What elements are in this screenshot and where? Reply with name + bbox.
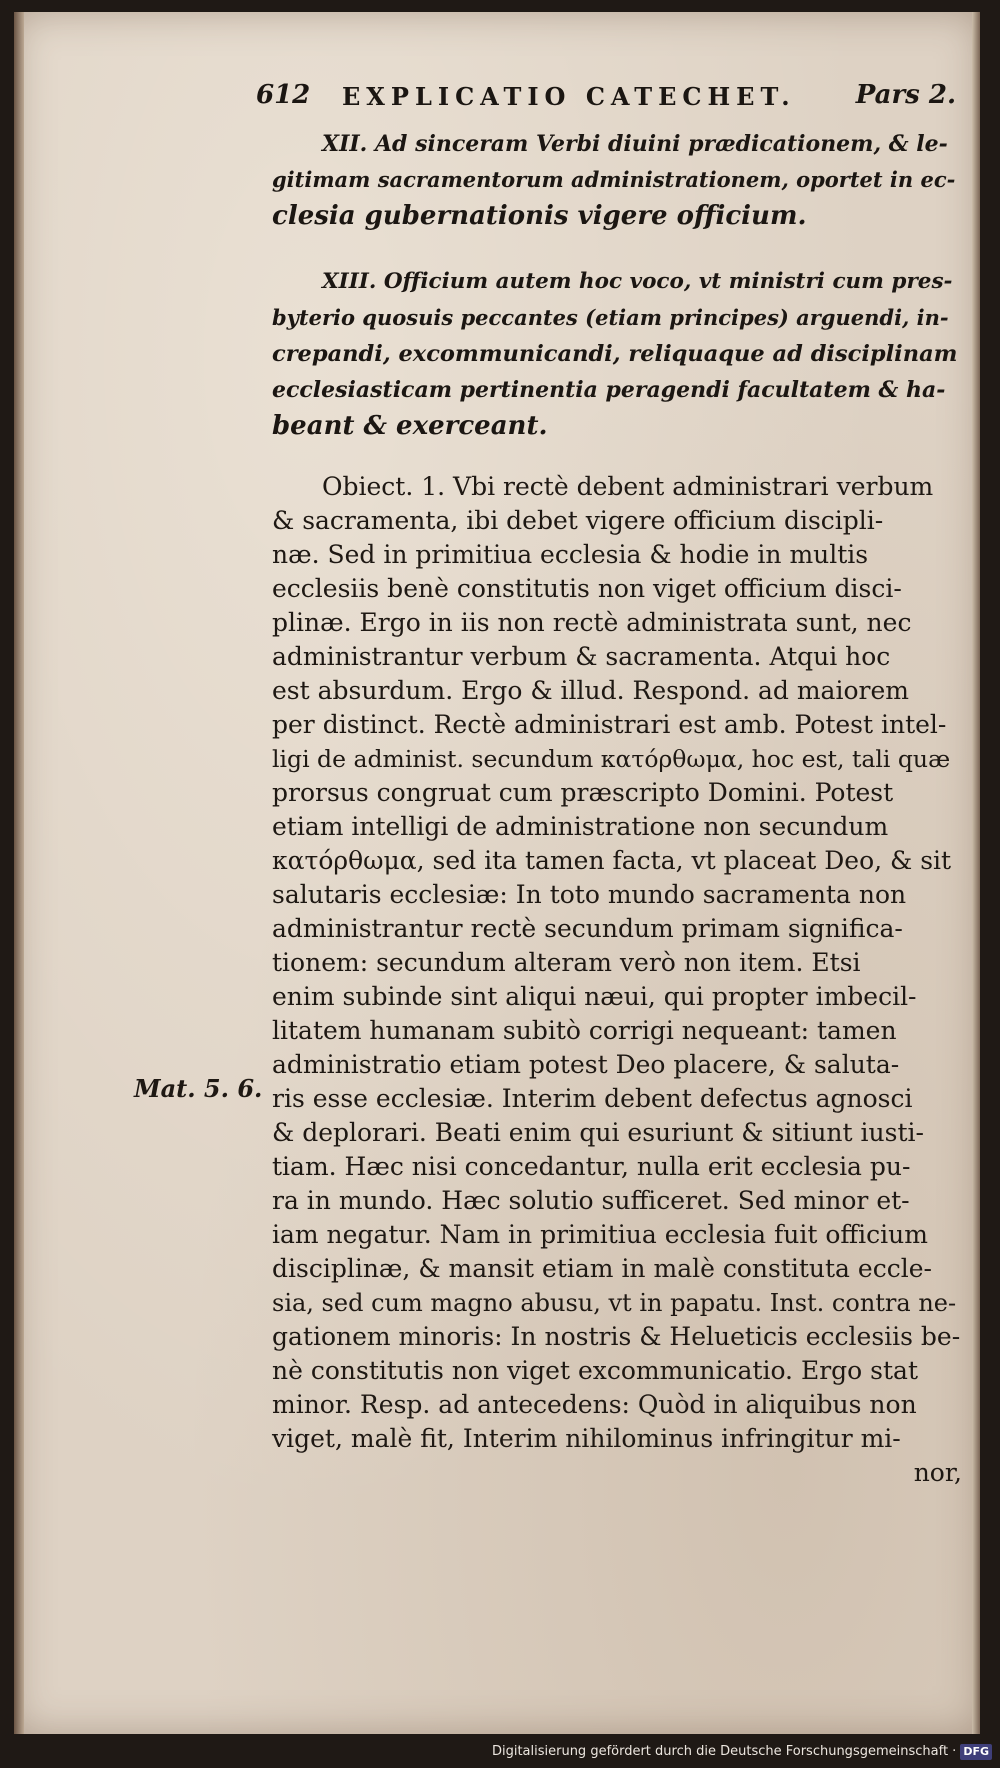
thesis-13: [272, 264, 960, 444]
body-line: ris esse ecclesiæ. Interim debent defectus agnosci: [272, 1084, 913, 1113]
body-line: & sacramenta, ibi debet vigere officium discipli-: [272, 506, 884, 535]
body-line: næ. Sed in primitiua ecclesia & hodie in multis: [272, 540, 869, 569]
body-line: enim subinde sint aliqui næui, qui propter imbecil-: [272, 982, 917, 1011]
thesis-13-line: crepandi, excommunicandi, reliquaque ad disciplinam: [272, 341, 958, 367]
body-line: minor. Resp. ad antecedens: Quòd in aliquibus non: [272, 1390, 917, 1419]
thesis-12-line: gitimam sacramentorum administrationem, oportet in ec-: [272, 167, 956, 192]
body-line: etiam intelligi de administratione non secundum: [272, 812, 889, 841]
thesis-13-line: beant & exerceant.: [272, 411, 548, 441]
page-binding-edge: [14, 12, 24, 1734]
body-line: salutaris ecclesiæ: In toto mundo sacramenta non: [272, 880, 907, 909]
body-line: iam negatur. Nam in primitiua ecclesia fuit officium: [272, 1220, 928, 1249]
body-line: administrantur rectè secundum primam significa-: [272, 914, 903, 943]
thesis-13-line: byterio quosuis peccantes (etiam principes) arguendi, in-: [272, 305, 949, 330]
credit-text: Digitalisierung gefördert durch die Deutsche Forschungsgemeinschaft ·: [491, 1744, 957, 1759]
body-line: tionem: secundum alteram verò non item. Etsi: [272, 948, 861, 977]
thesis-12: [272, 126, 960, 234]
part-label: Pars 2.: [855, 80, 956, 110]
dfg-logo: DFG: [960, 1744, 992, 1760]
body-text: [272, 470, 962, 1490]
digitization-credit: [492, 1742, 992, 1762]
body-line: est absurdum. Ergo & illud. Respond. ad maiorem: [272, 676, 909, 705]
thesis-13-line: XIII. Officium autem hoc voco, vt ministri cum pres-: [322, 269, 953, 294]
body-line: & deplorari. Beati enim qui esuriunt & sitiunt iusti-: [272, 1118, 924, 1147]
body-line: ecclesiis benè constitutis non viget officium disci-: [272, 574, 902, 603]
thesis-12-line: XII. Ad sinceram Verbi diuini prædicationem, & le-: [322, 131, 948, 157]
body-line: nè constitutis non viget excommunicatio. Ergo stat: [272, 1356, 918, 1385]
body-line: gationem minoris: In nostris & Helueticis ecclesiis be-: [272, 1322, 961, 1351]
body-line: administrantur verbum & sacramenta. Atqui hoc: [272, 642, 891, 671]
body-line: Obiect. 1. Vbi rectè debent administrari verbum: [322, 472, 934, 501]
page-outer-edge: [972, 12, 980, 1734]
margin-note: Mat. 5. 6.: [134, 1074, 263, 1103]
body-line: plinæ. Ergo in iis non rectè administrata sunt, nec: [272, 608, 912, 637]
body-line: litatem humanam subitò corrigi nequeant: tamen: [272, 1016, 897, 1045]
running-title: EXPLICATIO CATECHET.: [342, 82, 796, 111]
thesis-13-line: ecclesiasticam pertinentia peragendi facultatem & ha-: [272, 377, 946, 403]
body-line: sia, sed cum magno abusu, vt in papatu. Inst. contra ne-: [272, 1289, 957, 1317]
thesis-12-line: clesia gubernationis vigere officium.: [272, 201, 807, 231]
body-line: nor,: [913, 1458, 962, 1487]
body-line: disciplinæ, & mansit etiam in malè constituta eccle-: [272, 1254, 932, 1283]
running-header: [256, 80, 956, 116]
body-line: ligi de administ. secundum κατόρθωμα, hoc est, tali quæ: [272, 745, 951, 773]
body-line: administratio etiam potest Deo placere, & saluta-: [272, 1050, 900, 1079]
body-line: prorsus congruat cum præscripto Domini. Potest: [272, 778, 894, 807]
body-line: κατόρθωμα, sed ita tamen facta, vt placeat Deo, & sit: [272, 846, 952, 875]
page-number: 612: [256, 80, 311, 110]
body-line: viget, malè fit, Interim nihilominus infringitur mi-: [272, 1424, 901, 1453]
body-line: ra in mundo. Hæc solutio sufficeret. Sed minor et-: [272, 1186, 910, 1215]
body-line: tiam. Hæc nisi concedantur, nulla erit ecclesia pu-: [272, 1152, 911, 1181]
body-line: per distinct. Rectè administrari est amb. Potest intel-: [272, 710, 947, 739]
